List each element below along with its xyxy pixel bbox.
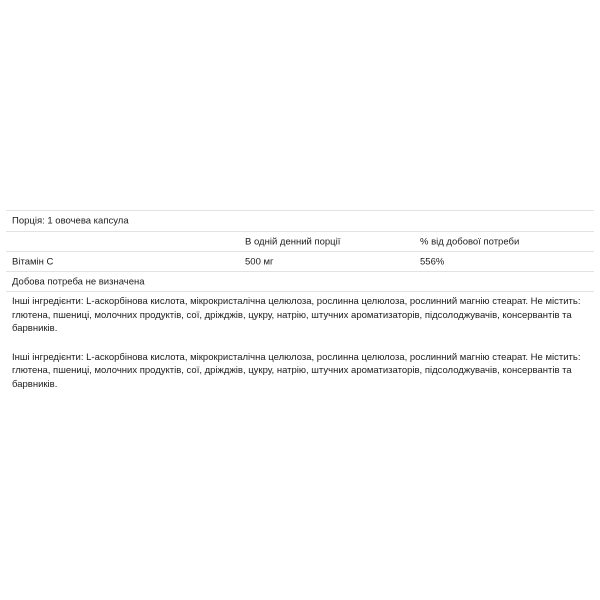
supplement-facts-panel <box>6 210 594 391</box>
footnote-row <box>6 272 594 292</box>
nutrient-name: Вітамін С <box>12 256 54 267</box>
table-header-row <box>6 232 594 252</box>
nutrient-percent: 556% <box>420 256 445 267</box>
ingredients-notes <box>6 292 594 391</box>
column-header-per-serving: В одній денний порції <box>245 236 341 247</box>
daily-value-footnote: Добова потреба не визначена <box>12 276 145 287</box>
ingredients-note: Інші інгредієнти: L-аскорбінова кислота, мікрокристалічна целюлоза, рослинна целюлоза, рослинний магнію стеарат. Не містить: глютена, пшениці, молочних продуктів, сої, дріжджів, цукру, натрію, штучних ароматизаторів, підсолоджувачів, консервантів та барвників. <box>12 351 581 390</box>
portion-label: Порція: 1 овочева капсула <box>12 215 129 227</box>
ingredients-note: Інші інгредієнти: L-аскорбінова кислота, мікрокристалічна целюлоза, рослинна целюлоза, рослинний магнію стеарат. Не містить: глютена, пшениці, молочних продуктів, сої, дріжджів, цукру, натрію, штучних ароматизаторів, підсолоджувачів, консервантів та барвників. <box>12 296 581 334</box>
table-row <box>6 252 594 272</box>
nutrient-amount: 500 мг <box>245 256 274 267</box>
column-header-daily-value: % від добової потреби <box>420 236 520 247</box>
portion-row <box>6 210 594 232</box>
